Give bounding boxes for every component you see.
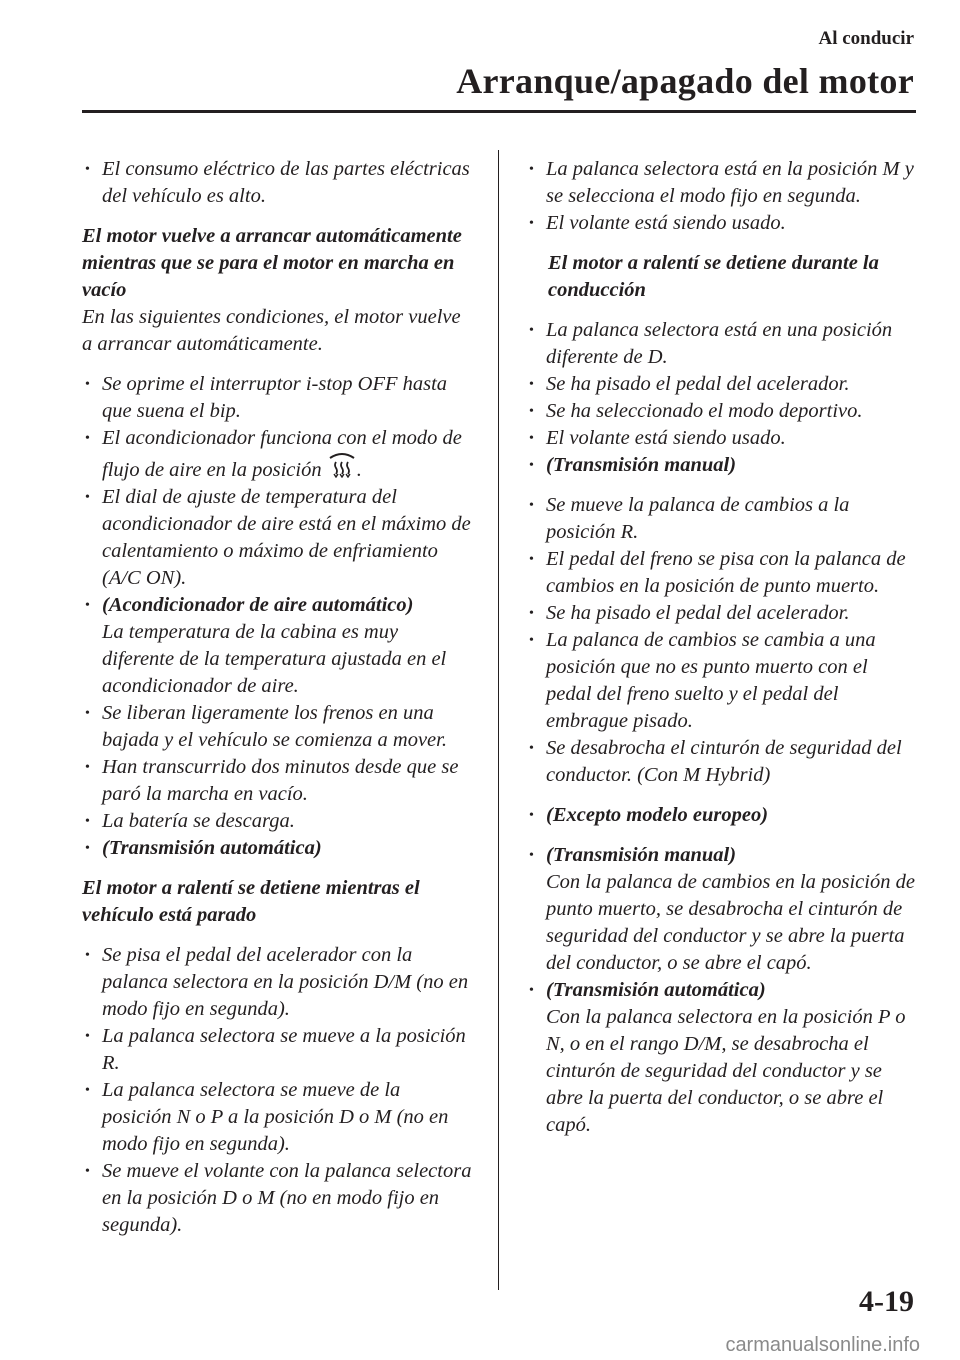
list-item: • Se ha pisado el pedal del acelerador. [526, 371, 918, 398]
list-item: • (Acondicionador de aire automático) La temperatura de la cabina es muy diferente de la temperatura ajustada en el acondicionador de aire. [85, 594, 447, 697]
bullet-icon: • [529, 808, 534, 823]
list-item: • El pedal del freno se pisa con la palanca de cambios en la posición de punto muerto. [529, 548, 906, 597]
bullet-icon: • [529, 606, 534, 621]
bullet-icon: • [85, 377, 90, 392]
header-rule [82, 110, 916, 113]
list-item: • La palanca selectora se mueve a la posición R. [85, 1025, 466, 1074]
column-divider [498, 150, 499, 1290]
bullet-icon: • [85, 814, 90, 829]
intro-text: En las siguientes condiciones, el motor vuelve a arrancar automáticamente. [82, 306, 461, 355]
bullet-icon: • [529, 848, 534, 863]
bullet-icon: • [529, 498, 534, 513]
list-item: • El dial de ajuste de temperatura del acondicionador de aire está en el máximo de calentamiento o máximo de enfriamiento (A/C ON). [85, 486, 471, 589]
section-heading: El motor vuelve a arrancar automáticamente mientras que se para el motor en marcha en vacío [82, 225, 462, 301]
list-item: • La palanca selectora se mueve de la posición N o P a la posición D o M (no en modo fijo en segunda). [85, 1079, 449, 1155]
list-item: • Se ha pisado el pedal del acelerador. [526, 600, 918, 627]
list-item: • (Transmisión manual) [526, 452, 918, 479]
bullet-icon: • [85, 598, 90, 613]
bullet-icon: • [85, 431, 90, 446]
bullet-icon: • [85, 1164, 90, 1179]
bullet-icon: • [85, 706, 90, 721]
list-item: • Han transcurrido dos minutos desde que se paró la marcha en vacío. [85, 756, 459, 805]
bullet-icon: • [529, 162, 534, 177]
list-item: • Se oprime el interruptor i-stop OFF hasta que suena el bip. [85, 373, 448, 422]
list-item: • El volante está siendo usado. [526, 210, 918, 237]
bullet-icon: • [529, 216, 534, 231]
list-item: • La palanca selectora está en la posición M y se selecciona el modo fijo en segunda. [529, 158, 914, 207]
bullet-icon: • [529, 633, 534, 648]
bullet-icon: • [529, 431, 534, 446]
defroster-icon [327, 452, 357, 478]
list-item: • La batería se descarga. [82, 808, 472, 835]
bullet-icon: • [529, 458, 534, 473]
bullet-icon: • [85, 760, 90, 775]
list-item: • (Transmisión automática) [82, 835, 472, 862]
chapter-title: Arranque/apagado del motor [456, 61, 914, 101]
bullet-icon: • [85, 948, 90, 963]
list-item: • Se ha seleccionado el modo deportivo. [526, 398, 918, 425]
bullet-icon: • [529, 552, 534, 567]
list-item: • Se pisa el pedal del acelerador con la palanca selectora en la posición D/M (no en modo fijo en segunda). [85, 944, 469, 1020]
section-heading: El motor a ralentí se detiene mientras el vehículo está parado [82, 877, 420, 926]
list-item: • (Transmisión manual) Con la palanca de cambios en la posición de punto muerto, se desabrocha el cinturón de seguridad del conductor y se abre la puerta del conductor, o se abre el capó. [529, 844, 915, 974]
list-item: • La palanca selectora está en una posición diferente de D. [529, 319, 893, 368]
list-item: • Se desabrocha el cinturón de seguridad del conductor. (Con M Hybrid) [529, 737, 902, 786]
bullet-icon: • [529, 404, 534, 419]
bullet-icon: • [85, 1029, 90, 1044]
bullet-icon: • [529, 377, 534, 392]
list-item: • (Excepto modelo europeo) [526, 802, 918, 829]
bullet-icon: • [85, 162, 90, 177]
bullet-icon: • [85, 841, 90, 856]
page-number: 4-19 [859, 1285, 914, 1318]
bullet-icon: • [85, 1083, 90, 1098]
bullet-icon: • [85, 490, 90, 505]
list-item: • (Transmisión automática) Con la palanca selectora en la posición P o N, o en el rango D/M, se desabrocha el cinturón de seguridad del conductor y se abre la puerta del conductor, o se abre el capó. [529, 979, 906, 1136]
list-item: • Se mueve la palanca de cambios a la posición R. [529, 494, 850, 543]
list-item: • Se mueve el volante con la palanca selectora en la posición D o M (no en modo fijo en segunda). [85, 1160, 472, 1236]
section-heading: El motor a ralentí se detiene durante la conducción [548, 252, 879, 301]
watermark: carmanualsonline.info [725, 1334, 920, 1356]
list-item: • Se liberan ligeramente los frenos en una bajada y el vehículo se comienza a mover. [85, 702, 447, 751]
list-item: • El consumo eléctrico de las partes eléctricas del vehículo es alto. [85, 158, 470, 207]
list-item: • El acondicionador funciona con el modo de flujo de aire en la posición . [85, 427, 462, 481]
right-column [526, 156, 918, 1139]
bullet-icon: • [529, 741, 534, 756]
bullet-icon: • [529, 983, 534, 998]
list-item: • El volante está siendo usado. [526, 425, 918, 452]
list-item: • La palanca de cambios se cambia a una posición que no es punto muerto con el pedal del freno suelto y el pedal del embrague pisado. [529, 629, 876, 732]
bullet-icon: • [529, 323, 534, 338]
section-title: Al conducir [818, 28, 914, 49]
left-column [82, 156, 472, 1239]
